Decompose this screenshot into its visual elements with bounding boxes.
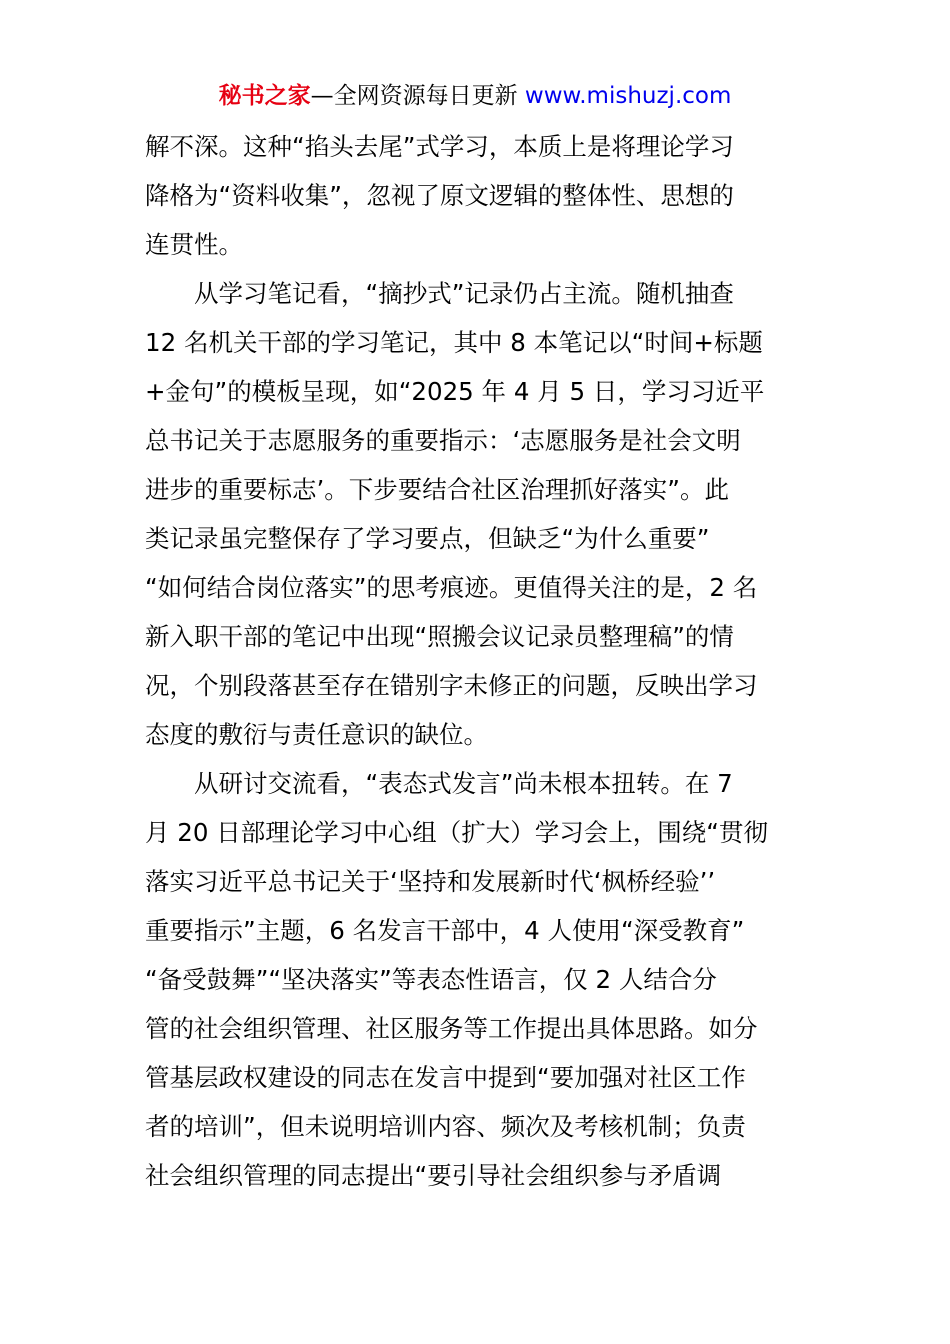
text-line: +金句”的模板呈现，如“2025 年 4 月 5 日，学习习近平 <box>145 377 765 406</box>
text-line: 落实习近平总书记关于‘坚持和发展新时代‘枫桥经验’’ <box>145 867 716 896</box>
text-line: 总书记关于志愿服务的重要指示：‘志愿服务是社会文明 <box>145 426 741 455</box>
paragraph-start-line: 从学习笔记看，“摘抄式”记录仍占主流。随机抽查 <box>194 279 734 308</box>
text-line: 者的培训”，但未说明培训内容、频次及考核机制；负责 <box>145 1112 746 1141</box>
text-line: 况，个别段落甚至存在错别字未修正的问题，反映出学习 <box>145 671 758 700</box>
site-header <box>0 80 950 112</box>
text-line: 管基层政权建设的同志在发言中提到“要加强对社区工作 <box>145 1063 746 1092</box>
site-brand: 秘书之家 <box>218 83 311 109</box>
text-line: 月 20 日部理论学习中心组（扩大）学习会上，围绕“贯彻 <box>145 818 768 847</box>
text-line: 降格为“资料收集”，忽视了原文逻辑的整体性、思想的 <box>145 181 734 210</box>
text-line: 解不深。这种“掐头去尾”式学习，本质上是将理论学习 <box>145 132 734 161</box>
site-url-link[interactable]: www.mishuzj.com <box>524 83 732 109</box>
text-line: 社会组织管理的同志提出“要引导社会组织参与矛盾调 <box>145 1161 722 1190</box>
text-line: 类记录虽完整保存了学习要点，但缺乏“为什么重要” <box>145 524 710 553</box>
paragraph-start-line: 从研讨交流看，“表态式发言”尚未根本扭转。在 7 <box>194 769 733 798</box>
text-line: 管的社会组织管理、社区服务等工作提出具体思路。如分 <box>145 1014 758 1043</box>
text-line: 新入职干部的笔记中出现“照搬会议记录员整理稿”的情 <box>145 622 734 651</box>
document-body <box>145 122 810 1200</box>
text-line: 进步的重要标志’。下步要结合社区治理抓好落实”。此 <box>145 475 729 504</box>
site-slogan: —全网资源每日更新 <box>310 83 518 109</box>
text-line: 重要指示”主题，6 名发言干部中，4 人使用“深受教育” <box>145 916 745 945</box>
text-line: “如何结合岗位落实”的思考痕迹。更值得关注的是，2 名 <box>145 573 758 602</box>
text-line: 连贯性。 <box>145 230 243 259</box>
text-line: 态度的敷衍与责任意识的缺位。 <box>145 720 488 749</box>
text-line: 12 名机关干部的学习笔记，其中 8 本笔记以“时间+标题 <box>145 328 763 357</box>
text-line: “备受鼓舞”“坚决落实”等表态性语言，仅 2 人结合分 <box>145 965 717 994</box>
